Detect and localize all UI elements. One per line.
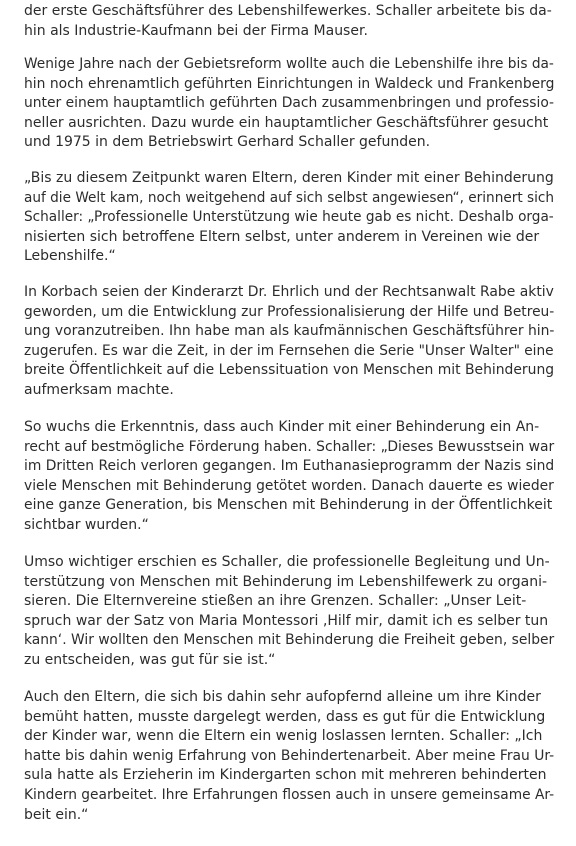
paragraph-line: So wuchs die Erkenntnis, dass auch Kinder mit einer Behinderung ein An-: [24, 419, 540, 435]
paragraph-1: [24, 2, 554, 41]
paragraph-line: beit ein.“: [24, 806, 89, 823]
paragraph-line: sichtbar wurden.“: [24, 516, 149, 533]
paragraph-line: hin als Industrie-Kaufmann bei der Firma Mauser.: [24, 22, 368, 39]
paragraph-line: ung voranzutreiben. Ihn habe man als kaufmännischen Geschäftsführer hin-: [24, 323, 555, 340]
paragraph-line: eine ganze Generation, bis Menschen mit Behinderung in der Öffentlichkeit: [24, 497, 553, 514]
paragraph-line: bemüht hatten, musste dargelegt werden, dass es gut für die Entwicklung: [24, 708, 546, 725]
paragraph-line: geworden, um die Entwicklung zur Professionalisierung der Hilfe und Betreu-: [24, 303, 555, 320]
paragraph-line: Kindern gearbeitet. Ihre Erfahrungen flossen auch in unsere gemeinsame Ar-: [24, 786, 555, 803]
paragraph-line: „Bis zu diesem Zeitpunkt waren Eltern, deren Kinder mit einer Behinderung: [24, 170, 554, 186]
paragraph-line: viele Menschen mit Behinderung getötet worden. Danach dauerte es wieder: [24, 477, 554, 494]
paragraph-line: In Korbach seien der Kinderarzt Dr. Ehrlich und der Rechtsanwalt Rabe aktiv: [24, 284, 554, 300]
paragraph-line: zugerufen. Es war die Zeit, in der im Fernsehen die Serie "Unser Walter" eine: [24, 342, 554, 359]
paragraph-line: zu entscheiden, was gut für sie ist.“: [24, 651, 276, 668]
paragraph-line: aufmerksam machte.: [24, 381, 174, 398]
paragraph-line: unter einem hauptamtlich geführten Dach zusammenbringen und professio-: [24, 95, 555, 112]
paragraph-4: [24, 283, 554, 401]
paragraph-line: hatte bis dahin wenig Erfahrung von Behindertenarbeit. Aber meine Frau Ur-: [24, 747, 555, 764]
paragraph-line: spruch war der Satz von Maria Montessori ‚Hilf mir, damit ich es selber tun: [24, 612, 549, 629]
paragraph-line: terstützung von Menschen mit Behinderung im Lebenshilfewerk zu organi-: [24, 573, 548, 590]
paragraph-6: [24, 553, 554, 671]
paragraph-line: Umso wichtiger erschien es Schaller, die professionelle Begleitung und Un-: [24, 554, 550, 570]
paragraph-line: hin noch ehrenamtlich geführten Einrichtungen in Waldeck und Frankenberg: [24, 75, 555, 92]
paragraph-line: der Kinder war, wenn die Eltern ein wenig loslassen lernten. Schaller: „Ich: [24, 728, 543, 745]
paragraph-7: [24, 688, 554, 825]
paragraph-line: breite Öffentlichkeit auf die Lebenssituation von Menschen mit Behinderung: [24, 362, 555, 379]
paragraph-line: Schaller: „Professionelle Unterstützung wie heute gab es nicht. Deshalb orga-: [24, 209, 554, 226]
paragraph-line: auf die Welt kam, noch weitgehend auf sich selbst angewiesen“, erinnert sich: [24, 189, 555, 206]
paragraph-line: kann‘. Wir wollten den Menschen mit Behinderung die Freiheit geben, selber: [24, 632, 555, 649]
paragraph-2: [24, 55, 554, 153]
paragraph-5: [24, 418, 554, 536]
paragraph-line: neller ausrichten. Dazu wurde ein hauptamtlicher Geschäftsführer gesucht: [24, 114, 549, 131]
paragraph-line: recht auf bestmögliche Förderung haben. Schaller: „Dieses Bewusstsein war: [24, 438, 555, 455]
paragraph-line: im Dritten Reich verloren gegangen. Im Euthanasieprogramm der Nazis sind: [24, 458, 555, 475]
paragraph-line: und 1975 in dem Betriebswirt Gerhard Schaller gefunden.: [24, 134, 431, 151]
paragraph-line: der erste Geschäftsführer des Lebenshilfewerkes. Schaller arbeitete bis da-: [24, 3, 552, 19]
paragraph-line: sula hatte als Erzieherin im Kindergarten schon mit mehreren behinderten: [24, 767, 547, 784]
paragraph-line: Wenige Jahre nach der Gebietsreform wollte auch die Lebenshilfe ihre bis da-: [24, 56, 554, 72]
paragraph-line: nisierten sich betroffene Eltern selbst, unter anderem in Vereinen wie der: [24, 228, 540, 245]
paragraph-line: Auch den Eltern, die sich bis dahin sehr aufopfernd alleine um ihre Kinder: [24, 689, 541, 705]
paragraph-line: Lebenshilfe.“: [24, 248, 116, 265]
paragraph-3: [24, 169, 554, 267]
paragraph-line: sieren. Die Elternvereine stießen an ihre Grenzen. Schaller: „Unser Leit-: [24, 593, 527, 610]
